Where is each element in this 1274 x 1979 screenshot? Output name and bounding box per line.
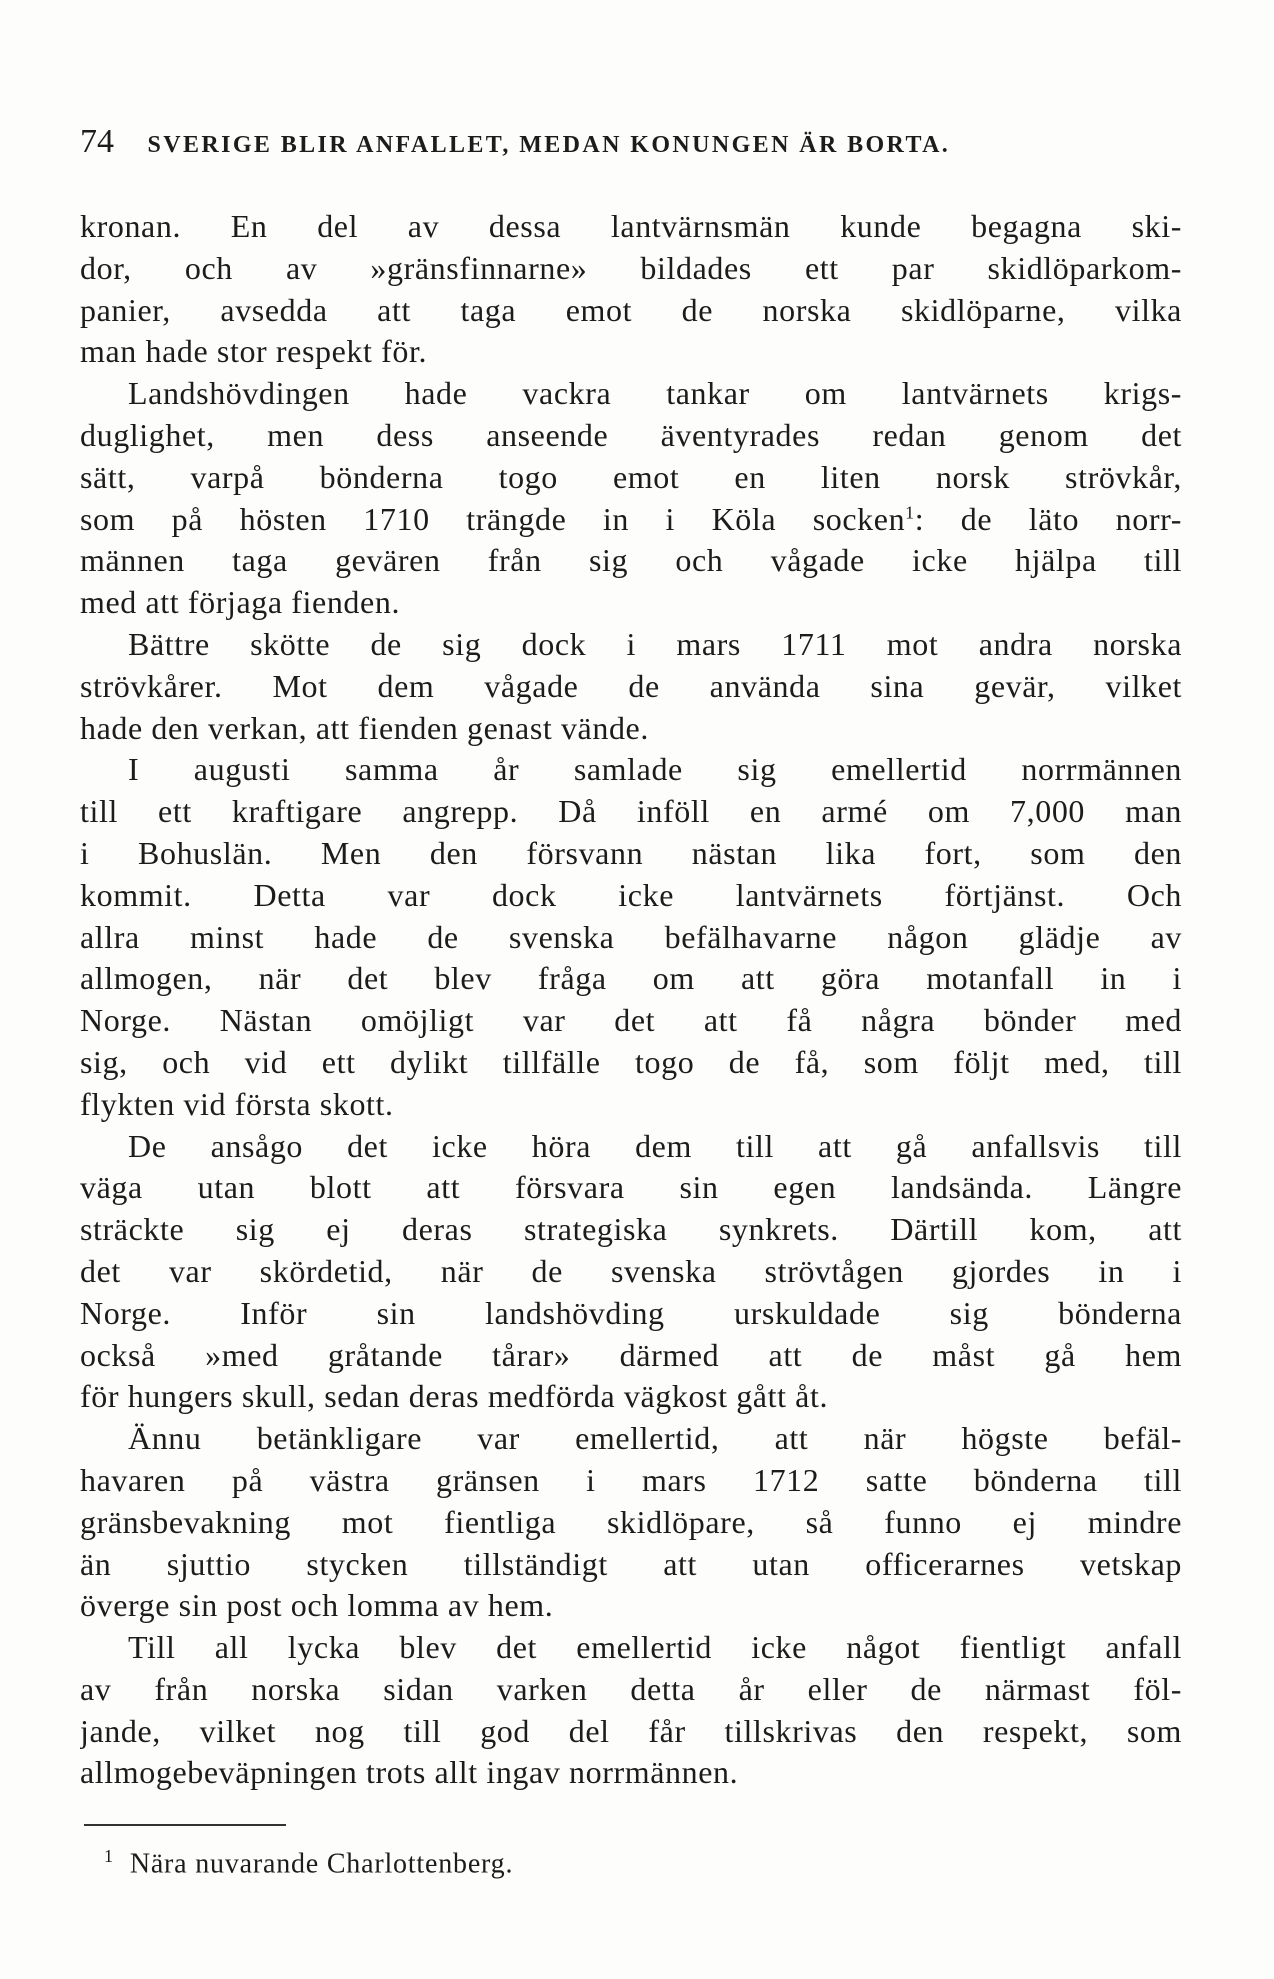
text-line: också »med gråtande tårar» därmed att de måst gå hem xyxy=(80,1336,1182,1373)
text-line: gränsbevakning mot fientliga skidlöpare, så funno ej mindre xyxy=(80,1503,1182,1540)
text-line: än sjuttio stycken tillständigt att utan officerarnes vetskap xyxy=(80,1545,1182,1582)
text-line: av från norska sidan varken detta år eller de närmast föl- xyxy=(80,1670,1182,1707)
text-line-with-footnote-ref xyxy=(80,499,1182,541)
text-line: för hungers skull, sedan deras medförda vägkost gått åt. xyxy=(80,1378,829,1415)
text-line: det var skördetid, när de svenska strövtågen gjordes in i xyxy=(80,1252,1182,1289)
text-segment: som på hösten 1710 trängde in i Köla socken xyxy=(80,500,906,537)
text-line: sätt, varpå bönderna togo emot en liten norsk strövkår, xyxy=(80,458,1182,495)
text-line: kommit. Detta var dock icke lantvärnets förtjänst. Och xyxy=(80,876,1182,913)
text-line: allmogen, när det blev fråga om att göra motanfall in i xyxy=(80,960,1182,997)
text-line: Bättre skötte de sig dock i mars 1711 mot andra norska xyxy=(128,625,1182,662)
text-line: överge sin post och lomma av hem. xyxy=(80,1587,554,1624)
text-line: männen taga gevären från sig och vågade icke hjälpa till xyxy=(80,542,1182,579)
text-line: sträckte sig ej deras strategiska synkrets. Därtill kom, att xyxy=(80,1211,1182,1248)
text-line: dor, och av »gränsfinnarne» bildades ett par skidlöparkom- xyxy=(80,249,1182,286)
text-line: jande, vilket nog till god del får tillskrivas den respekt, som xyxy=(80,1712,1182,1749)
text-line: duglighet, men dess anseende äventyrades redan genom det xyxy=(80,416,1182,453)
text-line: Norge. Inför sin landshövding urskuldade sig bönderna xyxy=(80,1294,1182,1331)
footnote-divider xyxy=(84,1824,286,1826)
text-line: De ansågo det icke höra dem till att gå anfallsvis till xyxy=(128,1127,1182,1164)
text-line: Norge. Nästan omöjligt var det att få några bönder med xyxy=(80,1002,1182,1039)
text-line: allmogebeväpningen trots allt ingav norrmännen. xyxy=(80,1754,739,1791)
text-line: flykten vid första skott. xyxy=(80,1085,394,1122)
footnote-marker: 1 xyxy=(104,1846,114,1866)
body-text xyxy=(80,206,1182,1794)
text-line: väga utan blott att försvara sin egen landsända. Längre xyxy=(80,1169,1182,1206)
footnote-text: Nära nuvarande Charlottenberg. xyxy=(129,1848,514,1880)
running-head xyxy=(80,122,1190,162)
text-line: kronan. En del av dessa lantvärnsmän kunde begagna ski- xyxy=(80,208,1182,244)
text-line: havaren på västra gränsen i mars 1712 satte bönderna till xyxy=(80,1461,1182,1498)
text-line: man hade stor respekt för. xyxy=(80,333,428,370)
text-line: sig, och vid ett dylikt tillfälle togo de få, som följt med, till xyxy=(80,1043,1182,1080)
text-line: Landshövdingen hade vackra tankar om lantvärnets krigs- xyxy=(128,375,1182,412)
text-line: allra minst hade de svenska befälhavarne någon glädje av xyxy=(80,918,1182,955)
running-title: SVERIGE BLIR ANFALLET, MEDAN KONUNGEN ÄR BORTA. xyxy=(147,132,951,158)
text-line: panier, avsedda att taga emot de norska skidlöparne, vilka xyxy=(80,291,1182,328)
text-line: i Bohuslän. Men den försvann nästan lika fort, som den xyxy=(80,834,1182,871)
text-line: till ett kraftigare angrepp. Då inföll en armé om 7,000 man xyxy=(80,793,1182,830)
text-line: I augusti samma år samlade sig emellertid norrmännen xyxy=(128,751,1182,788)
text-line: med att förjaga fienden. xyxy=(80,584,401,621)
text-line: strövkårer. Mot dem vågade de använda sina gevär, vilket xyxy=(80,667,1182,704)
footnote-reference[interactable]: 1 xyxy=(905,501,915,522)
text-line: hade den verkan, att fienden genast vände. xyxy=(80,709,649,746)
text-segment: : de läto norr- xyxy=(914,500,1182,537)
text-line: Ännu betänkligare var emellertid, att när högste befäl- xyxy=(128,1420,1182,1457)
text-line: Till all lycka blev det emellertid icke något fientligt anfall xyxy=(128,1629,1182,1666)
footnote xyxy=(104,1846,513,1880)
page-number: 74 xyxy=(80,123,114,160)
